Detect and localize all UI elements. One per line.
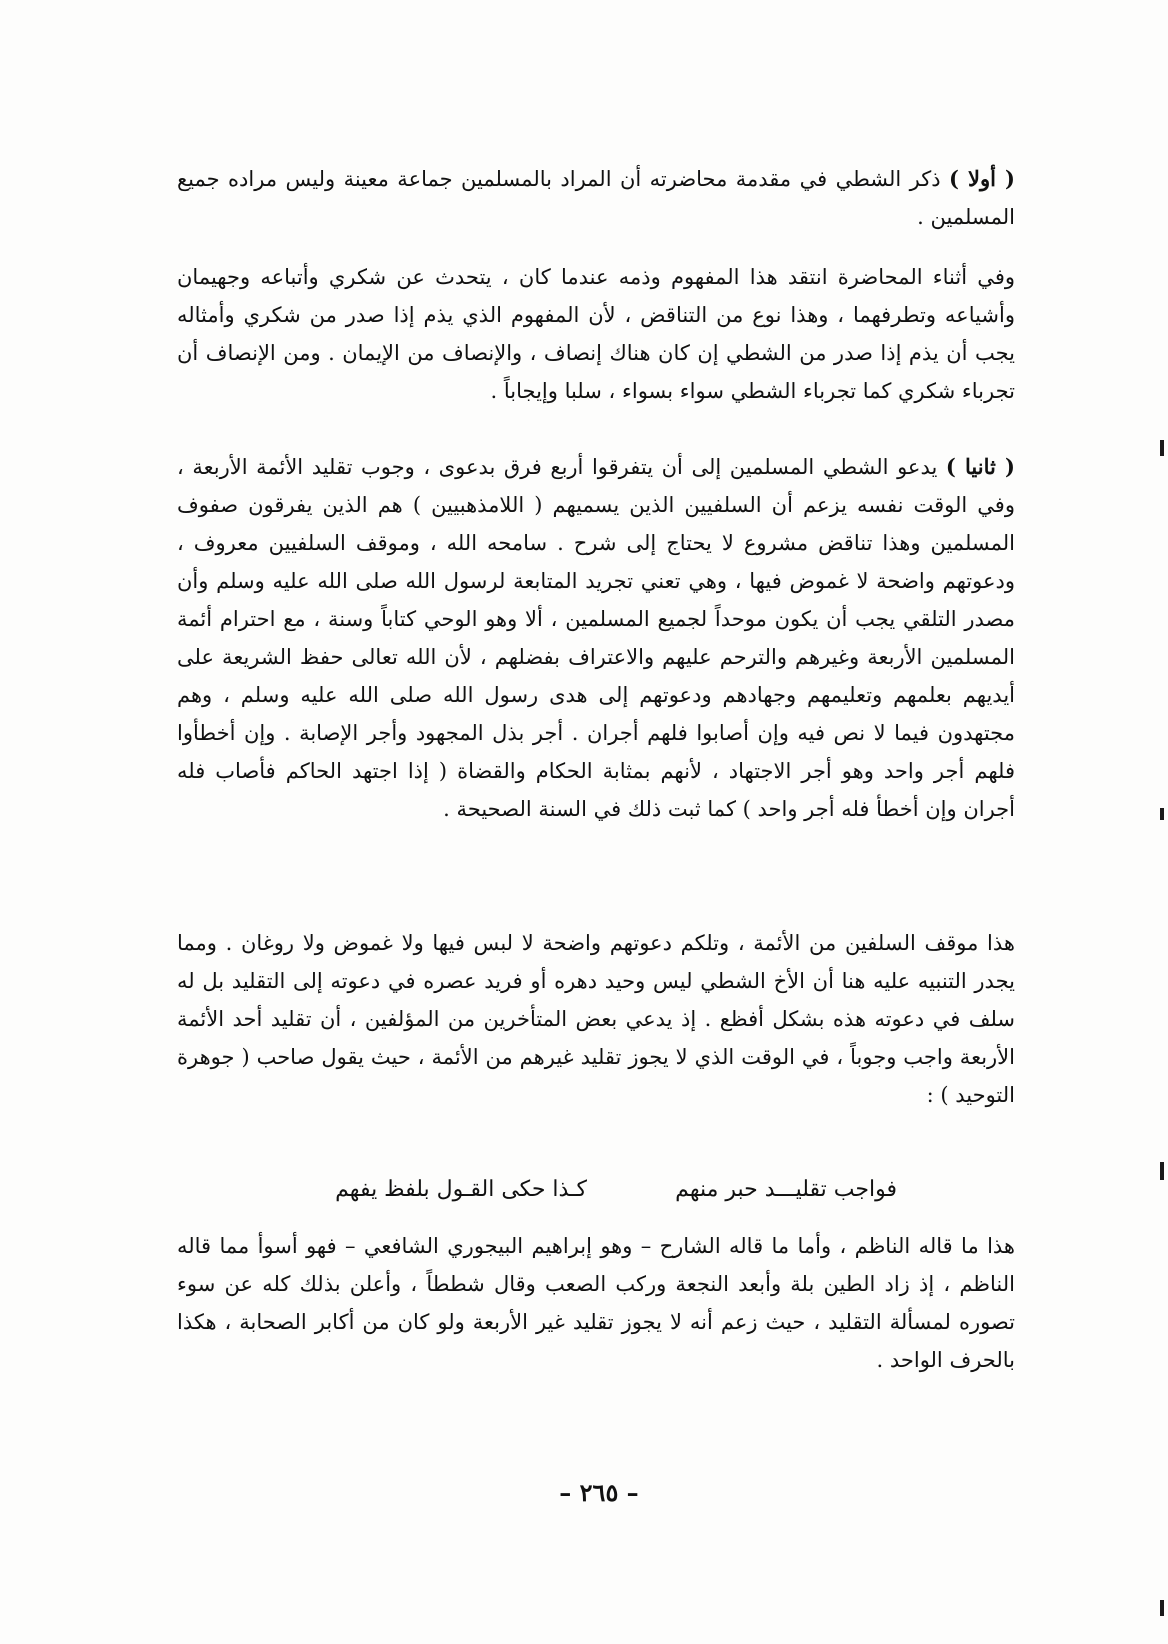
paragraph-first-point (177, 160, 1015, 236)
scan-edge-mark (1160, 1162, 1164, 1180)
paragraph-second-point (177, 448, 1015, 828)
paragraph-body (177, 1227, 1015, 1379)
scan-edge-mark (1160, 808, 1164, 820)
scan-edge-mark (1160, 440, 1164, 456)
paragraph-text: هذا ما قاله الناظم ، وأما ما قاله الشارح – وهو إبراهيم البيجوري الشافعي – فهو أسوأ مما قاله الناظم ، إذ زاد الطين بلة وأبعد النجعة وركب الصعب وقال شططاً ، وأعلن بذلك كله عن سوء تصوره لمسألة التقليد ، حيث زعم أنه لا يجوز تقليد غير الأربعة ولو كان من أكابر الصحابة ، هكذا بالحرف الواحد . (177, 1234, 1015, 1372)
page-number: – ٢٦٥ – (559, 1478, 639, 1507)
paragraph-lead: ( أولا ) (949, 166, 1015, 191)
paragraph-text: هذا موقف السلفين من الأئمة ، وتلكم دعوتهم واضحة لا لبس فيها ولا غموض ولا روغان . ومما يجدر التنبيه عليه هنا أن الأخ الشطي ليس وحيد دهره أو فريد عصره في دعوته إلى التقليد بل له سلف في دعوته هذه بشكل أفظع . إذ يدعي بعض المتأخرين من المؤلفين ، أن تقليد أحد الأئمة الأربعة واجب وجوباً ، في الوقت الذي لا يجوز تقليد غيرهم من الأئمة ، حيث يقول صاحب ( جوهرة التوحيد ) : (177, 931, 1015, 1107)
poem-verse (177, 1170, 1015, 1210)
paragraph-text: وفي أثناء المحاضرة انتقد هذا المفهوم وذمه عندما كان ، يتحدث عن شكري وأتباعه وجهيمان وأشياعه وتطرفهما ، وهذا نوع من التناقض ، لأن المفهوم الذي يذم إذا صدر من شكري وأمثاله يجب أن يذم إذا صدر من الشطي إن كان هناك إنصاف ، والإنصاف من الإيمان . ومن الإنصاف أن تجرباء شكري كما تجرباء الشطي سواء بسواء ، سلبا وإيجاباً . (177, 265, 1015, 403)
paragraph-body (177, 448, 1015, 828)
paragraph-lead: ( ثانيا ) (945, 454, 1015, 479)
verse-first-hemistich: فواجب تقليـــد حبر منهم (675, 1177, 897, 1202)
paragraph-body (177, 924, 1015, 1114)
paragraph-text: يدعو الشطي المسلمين إلى أن يتفرقوا أربع فرق بدعوى ، وجوب تقليد الأئمة الأربعة ، وفي الوقت نفسه يزعم أن السلفيين الذين يسميهم ( اللامذهبيين ) هم الذين يفرقون صفوف المسلمين وهذا تناقض مشروع لا يحتاج إلى شرح . سامحه الله ، وموقف السلفيين معروف ، ودعوتهم واضحة لا غموض فيها ، وهي تعني تجريد المتابعة لرسول الله صلى الله عليه وسلم وأن مصدر التلقي يجب أن يكون موحداً لجميع المسلمين ، ألا وهو الوحي كتاباً وسنة ، مع احترام أئمة المسلمين الأربعة وغيرهم والترحم عليهم والاعتراف بفضلهم ، لأن الله تعالى حفظ الشريعة على أيديهم بعلمهم وتعليمهم وجهادهم ودعوتهم إلى هدى رسول الله صلى الله عليه وسلم ، وهم مجتهدون فيما لا نص فيه وإن أصابوا فلهم أجران . أجر بذل المجهود وأجر الإصابة . وإن أخطأوا فلهم أجر واحد وهو أجر الاجتهاد ، لأنهم بمثابة الحكام والقضاة ( إذا اجتهد الحاكم فأصاب فله أجران وإن أخطأ فله أجر واحد ) كما ثبت ذلك في السنة الصحيحة . (177, 455, 1015, 821)
scan-edge-mark (1160, 1600, 1164, 1616)
paragraph-salafi-position (177, 924, 1015, 1114)
paragraph-text: ذكر الشطي في مقدمة محاضرته أن المراد بالمسلمين جماعة معينة وليس مراده جميع المسلمين . (177, 167, 1015, 229)
verse-second-hemistich: كـذا حكى القـول بلفظ يفهم (335, 1177, 587, 1202)
paragraph-body (177, 258, 1015, 410)
paragraph-body (177, 160, 1015, 236)
paragraph-lecture-critique (177, 258, 1015, 410)
paragraph-commentary (177, 1227, 1015, 1379)
